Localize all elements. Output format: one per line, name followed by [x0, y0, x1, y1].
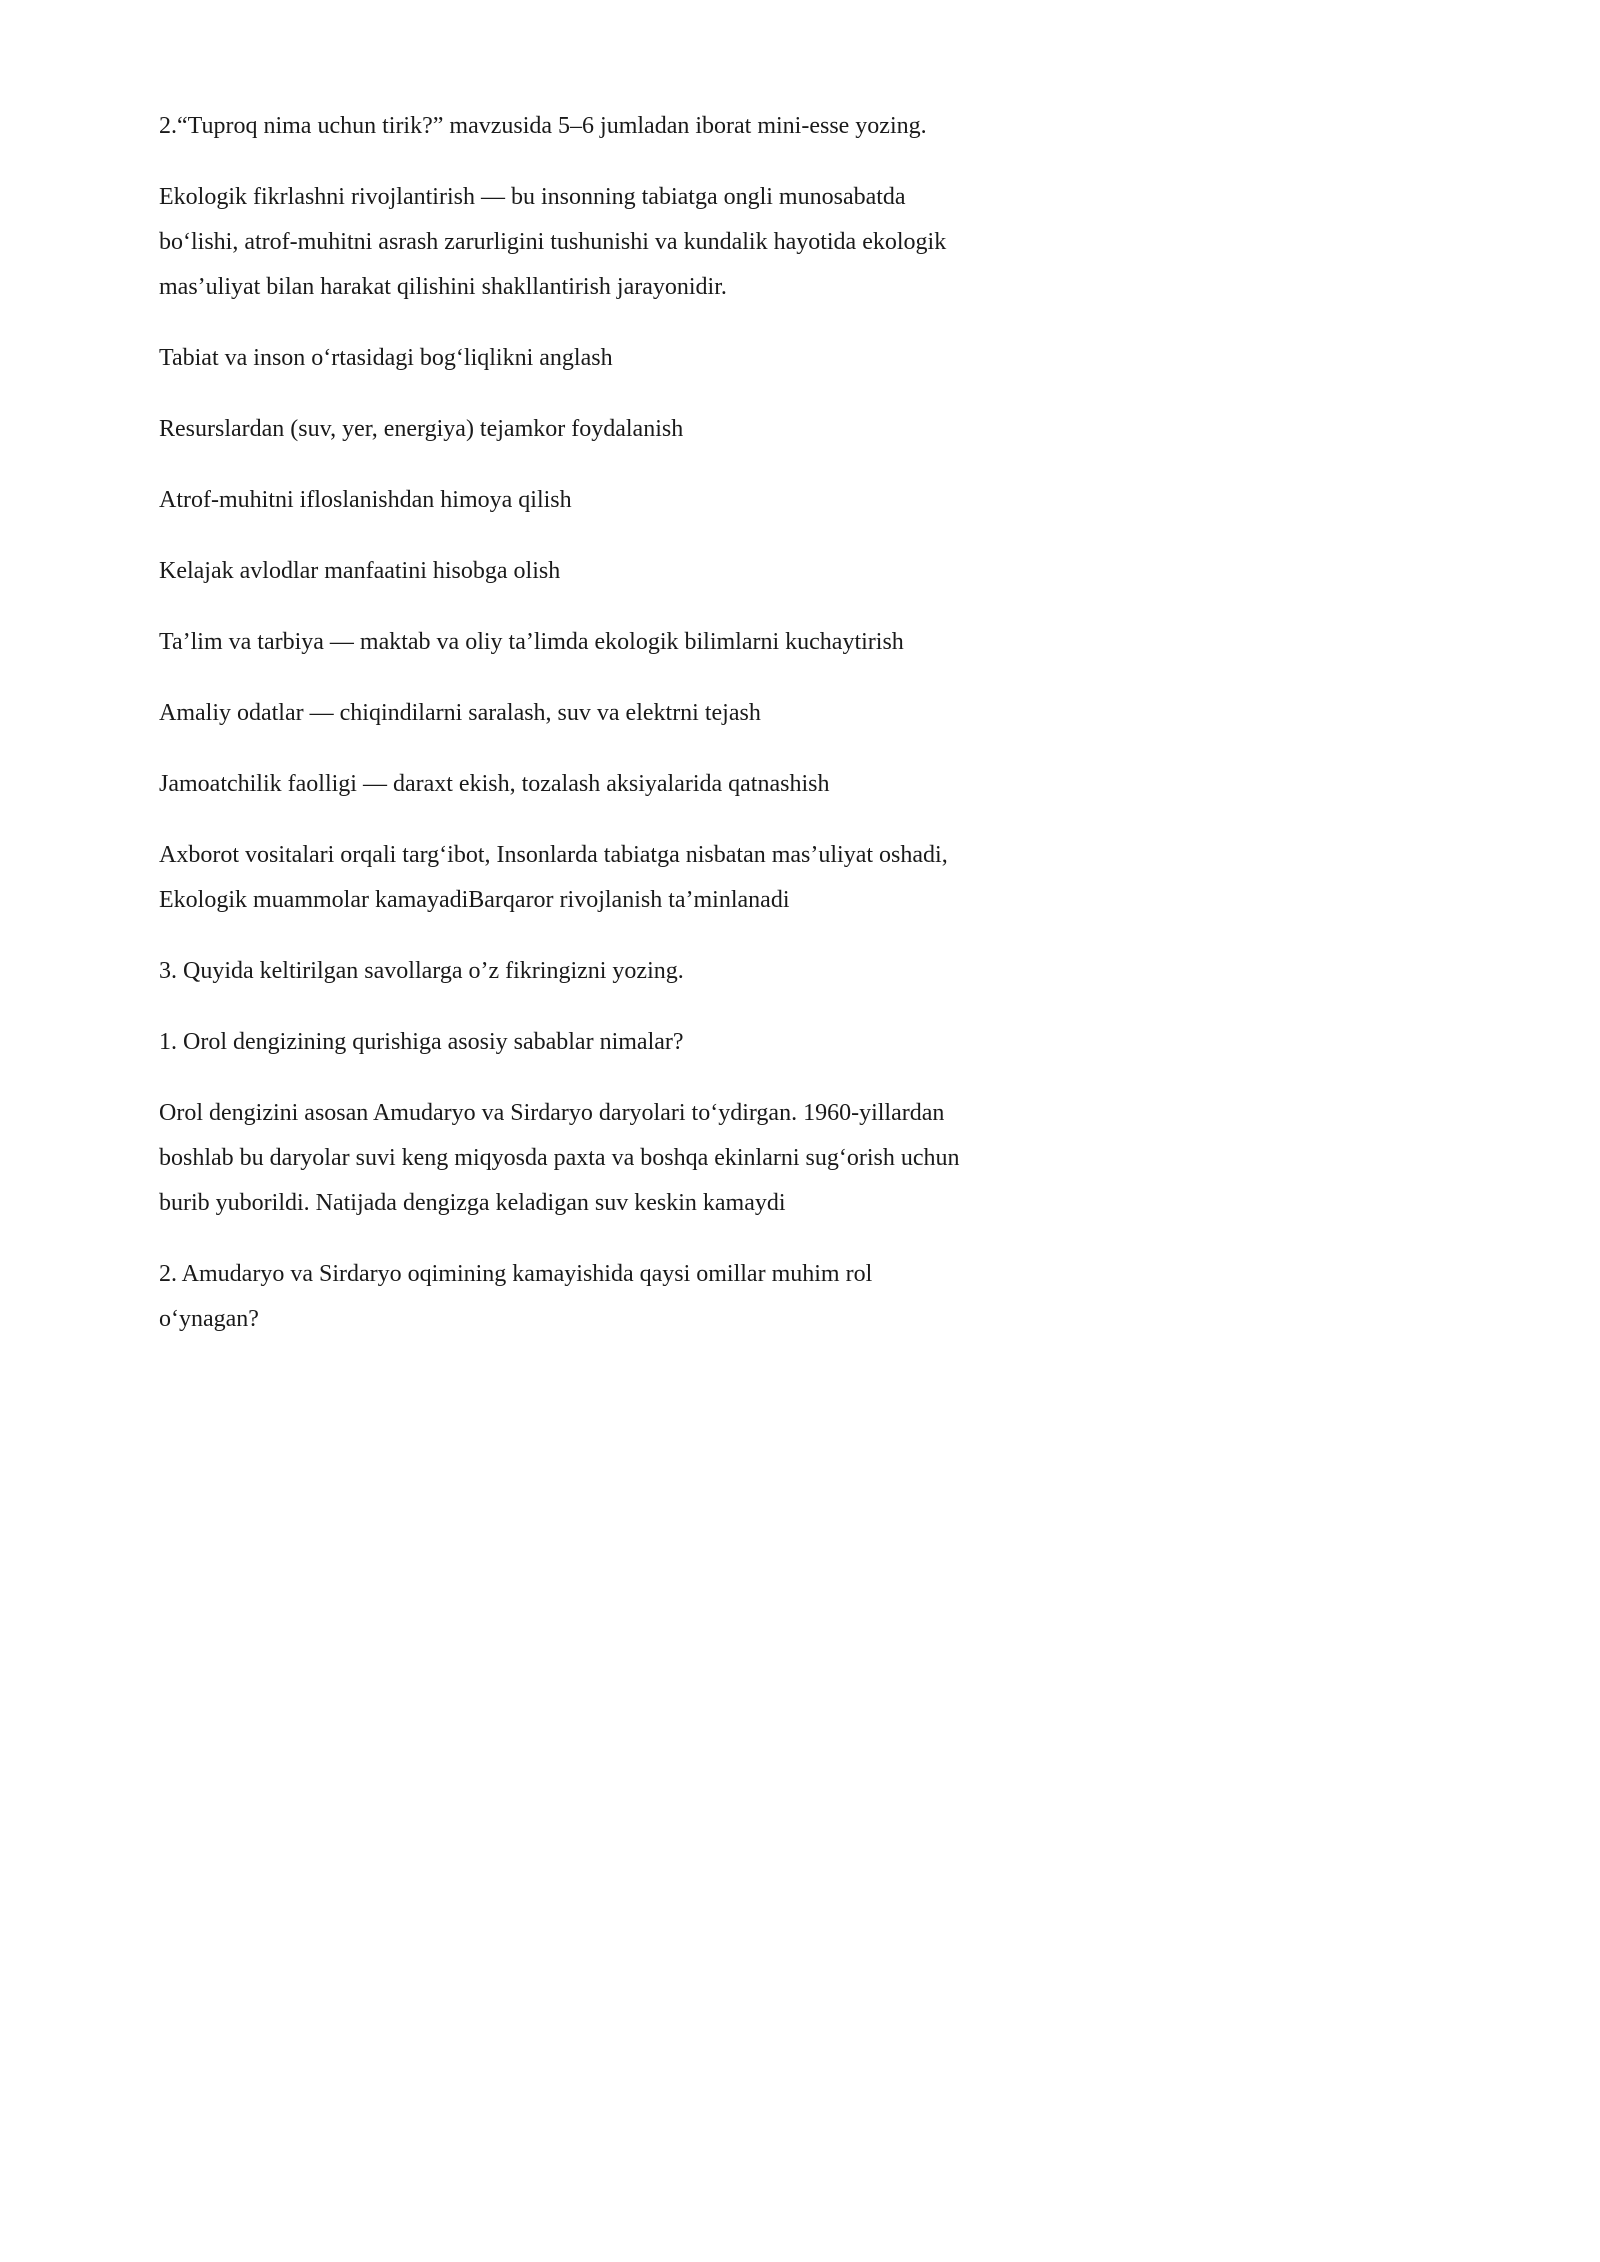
- text-line: burib yuborildi. Natijada dengizga keladigan suv keskin kamaydi: [159, 1190, 786, 1216]
- text-line: Axborot vositalari orqali targ‘ibot, Insonlarda tabiatga nisbatan mas’uliyat oshadi,: [159, 842, 948, 868]
- text-line: 3. Quyida keltirilgan savollarga o’z fikringizni yozing.: [159, 958, 684, 984]
- text-line: Ekologik muammolar kamayadiBarqaror rivojlanish ta’minlanadi: [159, 887, 790, 913]
- task-3-heading: [159, 949, 1039, 994]
- text-line: o‘ynagan?: [159, 1306, 259, 1332]
- question-1: [159, 1020, 1039, 1065]
- text-line: Jamoatchilik faolligi — daraxt ekish, tozalash aksiyalarida qatnashish: [159, 771, 830, 797]
- list-item: [159, 620, 1039, 665]
- text-line: boshlab bu daryolar suvi keng miqyosda paxta va boshqa ekinlarni sug‘orish uchun: [159, 1145, 960, 1171]
- list-item: [159, 336, 1039, 381]
- text-line: Atrof-muhitni ifloslanishdan himoya qilish: [159, 487, 572, 513]
- ecological-thinking-definition: [159, 175, 1039, 310]
- text-line: Amaliy odatlar — chiqindilarni saralash, suv va elektrni tejash: [159, 700, 761, 726]
- list-item: [159, 407, 1039, 452]
- list-item: [159, 691, 1039, 736]
- document-body: [159, 104, 1039, 1368]
- document-page: [0, 0, 1106, 1566]
- list-item: [159, 478, 1039, 523]
- list-item: [159, 762, 1039, 807]
- text-line: Orol dengizini asosan Amudaryo va Sirdaryo daryolari to‘ydirgan. 1960-yillardan: [159, 1100, 945, 1126]
- text-line: Ta’lim va tarbiya — maktab va oliy ta’limda ekologik bilimlarni kuchaytirish: [159, 629, 904, 655]
- text-line: Tabiat va inson o‘rtasidagi bog‘liqlikni anglash: [159, 345, 613, 371]
- text-line: Ekologik fikrlashni rivojlantirish — bu insonning tabiatga ongli munosabatda: [159, 184, 906, 210]
- question-2: [159, 1252, 1039, 1342]
- text-line: Kelajak avlodlar manfaatini hisobga olish: [159, 558, 561, 584]
- list-item: [159, 549, 1039, 594]
- answer-1: [159, 1091, 1039, 1226]
- text-line: 1. Orol dengizining qurishiga asosiy sabablar nimalar?: [159, 1029, 684, 1055]
- text-line: 2.“Tuproq nima uchun tirik?” mavzusida 5–6 jumladan iborat mini-esse yozing.: [159, 113, 927, 139]
- outcomes-paragraph: [159, 833, 1039, 923]
- text-line: Resurslardan (suv, yer, energiya) tejamkor foydalanish: [159, 416, 684, 442]
- text-line: mas’uliyat bilan harakat qilishini shakllantirish jarayonidir.: [159, 274, 727, 300]
- text-line: 2. Amudaryo va Sirdaryo oqimining kamayishida qaysi omillar muhim rol: [159, 1261, 873, 1287]
- task-2-prompt: [159, 104, 1039, 149]
- text-line: bo‘lishi, atrof-muhitni asrash zarurligini tushunishi va kundalik hayotida ekologik: [159, 229, 947, 255]
